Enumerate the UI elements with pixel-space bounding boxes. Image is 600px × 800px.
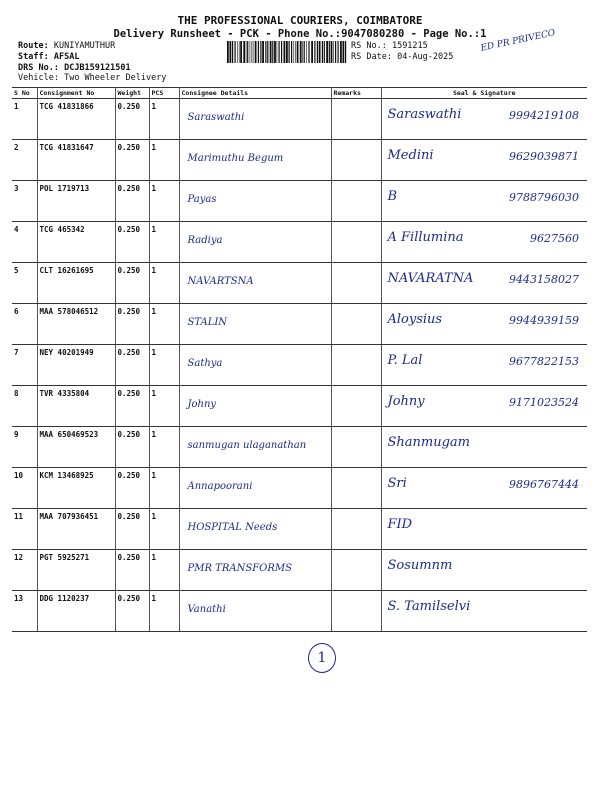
phone-handwriting: 9443158027 — [509, 273, 579, 286]
barcode-bar — [291, 41, 292, 63]
rs-no-value: 1591215 — [391, 41, 428, 51]
row-consignee — [179, 509, 331, 550]
row-seal — [381, 509, 587, 550]
row-remarks — [331, 263, 381, 304]
table-header-row — [12, 88, 587, 99]
barcode-bar — [335, 41, 336, 63]
row-consignee — [179, 99, 331, 140]
barcode-bar — [235, 41, 236, 63]
row-sno: 10 — [12, 468, 37, 509]
barcode-bar — [295, 41, 296, 63]
table-row — [12, 468, 587, 509]
consignee-handwriting: Radiya — [187, 235, 223, 246]
consignee-handwriting: Marimuthu Begum — [187, 153, 284, 164]
barcode-bar — [324, 41, 325, 63]
staff-label: Staff: — [18, 52, 49, 62]
signature-handwriting: A Fillumina — [387, 230, 464, 245]
barcode-bar — [230, 41, 232, 63]
row-weight: 0.250 — [115, 509, 149, 550]
phone-handwriting: 9171023524 — [509, 396, 579, 409]
consignee-handwriting: STALIN — [187, 317, 228, 328]
row-consignment: MAA 578046512 — [37, 304, 115, 345]
row-consignment: POL 1719713 — [37, 181, 115, 222]
row-remarks — [331, 427, 381, 468]
company-title: THE PROFESSIONAL COURIERS, COIMBATORE — [177, 14, 423, 27]
signature-handwriting: Medini — [387, 148, 434, 163]
staff-value: AFSAL — [53, 52, 80, 62]
barcode-bar — [294, 41, 295, 63]
table-row — [12, 591, 587, 632]
barcode-bar — [311, 41, 313, 63]
row-seal — [381, 140, 587, 181]
signature-handwriting: P. Lal — [387, 353, 423, 368]
barcode-bar — [255, 41, 257, 63]
barcode-bar — [232, 41, 233, 63]
signature-handwriting: FID — [387, 517, 413, 532]
barcode-bar — [289, 41, 290, 63]
phone-handwriting: 9677822153 — [509, 355, 579, 368]
row-weight: 0.250 — [115, 468, 149, 509]
col-seal: Seal & Signature — [381, 88, 587, 99]
barcode-bar — [270, 41, 272, 63]
barcode-bar — [265, 41, 266, 63]
row-consignee — [179, 550, 331, 591]
rs-date-label: RS Date: — [351, 52, 392, 62]
row-sno: 3 — [12, 181, 37, 222]
row-consignment: DDG 1120237 — [37, 591, 115, 632]
barcode-bar — [304, 41, 305, 63]
barcode-bar — [274, 41, 276, 63]
barcode-bar — [333, 41, 334, 63]
consignee-handwriting: sanmugan ulaganathan — [187, 440, 307, 451]
row-consignment: MAA 650469523 — [37, 427, 115, 468]
row-sno: 6 — [12, 304, 37, 345]
barcode-bar — [322, 41, 323, 63]
staff-line — [18, 52, 79, 62]
row-remarks — [331, 509, 381, 550]
row-seal — [381, 181, 587, 222]
row-consignee — [179, 468, 331, 509]
row-remarks — [331, 222, 381, 263]
consignee-handwriting: NAVARTSNA — [187, 276, 254, 287]
row-remarks — [331, 345, 381, 386]
signature-handwriting: S. Tamilselvi — [387, 599, 471, 614]
col-sno: S No — [12, 88, 37, 99]
barcode-bar — [279, 41, 280, 63]
signature-handwriting: Aloysius — [387, 312, 443, 327]
col-consignee: Consignee Details — [179, 88, 331, 99]
vehicle-label: Vehicle: — [18, 73, 59, 83]
row-weight: 0.250 — [115, 140, 149, 181]
row-sno: 8 — [12, 386, 37, 427]
barcode-bar — [338, 41, 339, 63]
row-consignment: CLT 16261695 — [37, 263, 115, 304]
row-sno: 4 — [12, 222, 37, 263]
phone-handwriting: 9944939159 — [509, 314, 579, 327]
table-row — [12, 550, 587, 591]
route-label: Route: — [18, 41, 49, 51]
table-row — [12, 99, 587, 140]
row-consignment: MAA 707936451 — [37, 509, 115, 550]
rs-no-label: RS No.: — [351, 41, 387, 51]
row-consignment: TCG 41831866 — [37, 99, 115, 140]
barcode-bar — [281, 41, 282, 63]
row-pcs: 1 — [149, 386, 179, 427]
row-consignment: KCM 13468925 — [37, 468, 115, 509]
barcode-bar — [314, 41, 315, 63]
row-pcs: 1 — [149, 550, 179, 591]
row-consignee — [179, 222, 331, 263]
row-pcs: 1 — [149, 427, 179, 468]
row-weight: 0.250 — [115, 222, 149, 263]
barcode-bar — [277, 41, 278, 63]
page-number-mark: 1 — [308, 643, 336, 673]
row-sno: 5 — [12, 263, 37, 304]
table-row — [12, 181, 587, 222]
row-consignment: TCG 41831647 — [37, 140, 115, 181]
row-sno: 11 — [12, 509, 37, 550]
signature-handwriting: NAVARATNA — [387, 271, 474, 286]
drs-label: DRS No.: — [18, 63, 59, 73]
barcode-bar — [317, 41, 318, 63]
table-row — [12, 427, 587, 468]
consignee-handwriting: Payas — [187, 194, 217, 205]
row-seal — [381, 386, 587, 427]
row-pcs: 1 — [149, 345, 179, 386]
consignee-handwriting: Johny — [187, 399, 217, 410]
row-consignment: TVR 4335804 — [37, 386, 115, 427]
barcode-bar — [286, 41, 288, 63]
barcode-bar — [329, 41, 330, 63]
barcode-bar — [267, 41, 268, 63]
row-consignee — [179, 263, 331, 304]
barcode-bar — [227, 41, 229, 63]
barcode-bar — [343, 41, 345, 63]
barcode-bar — [240, 41, 242, 63]
row-weight: 0.250 — [115, 591, 149, 632]
drs-line — [18, 63, 131, 73]
signature-handwriting: Sosumnm — [387, 558, 453, 573]
route-line — [18, 41, 115, 51]
row-weight: 0.250 — [115, 99, 149, 140]
signature-handwriting: Saraswathi — [387, 107, 462, 122]
col-remarks: Remarks — [331, 88, 381, 99]
barcode-bar — [284, 41, 286, 63]
row-pcs: 1 — [149, 591, 179, 632]
row-seal — [381, 304, 587, 345]
barcode-bar — [253, 41, 254, 63]
signature-handwriting: Shanmugam — [387, 435, 471, 450]
row-seal — [381, 591, 587, 632]
barcode — [227, 41, 347, 63]
barcode-bar — [272, 41, 273, 63]
row-pcs: 1 — [149, 181, 179, 222]
row-consignment: PGT 5925271 — [37, 550, 115, 591]
row-pcs: 1 — [149, 304, 179, 345]
col-weight: Weight — [115, 88, 149, 99]
barcode-bar — [302, 41, 303, 63]
barcode-bar — [239, 41, 240, 63]
barcode-bar — [300, 41, 302, 63]
col-pcs: PCS — [149, 88, 179, 99]
consignee-handwriting: Annapoorani — [187, 481, 253, 492]
runsheet-table — [12, 87, 587, 632]
barcode-bar — [308, 41, 309, 63]
table-row — [12, 222, 587, 263]
rs-date-value: 04-Aug-2025 — [397, 52, 454, 62]
row-consignee — [179, 427, 331, 468]
runsheet-subtitle: Delivery Runsheet - PCK - Phone No.:9047080280 - Page No.:1 — [113, 28, 487, 40]
signature-handwriting: B — [387, 189, 398, 204]
col-consignment: Consignment No — [37, 88, 115, 99]
barcode-bar — [246, 41, 247, 63]
row-remarks — [331, 550, 381, 591]
signature-handwriting: Sri — [387, 476, 407, 491]
row-weight: 0.250 — [115, 304, 149, 345]
row-weight: 0.250 — [115, 550, 149, 591]
row-sno: 9 — [12, 427, 37, 468]
drs-value: DCJB159121501 — [64, 63, 131, 73]
barcode-bar — [260, 41, 261, 63]
vehicle-line — [18, 73, 166, 83]
row-pcs: 1 — [149, 263, 179, 304]
row-seal — [381, 468, 587, 509]
table-row — [12, 386, 587, 427]
row-weight: 0.250 — [115, 427, 149, 468]
barcode-bar — [319, 41, 321, 63]
phone-handwriting: 9994219108 — [509, 109, 579, 122]
barcode-bar — [326, 41, 328, 63]
row-pcs: 1 — [149, 222, 179, 263]
row-remarks — [331, 304, 381, 345]
row-consignment: TCG 465342 — [37, 222, 115, 263]
barcode-bar — [237, 41, 238, 63]
consignee-handwriting: Sathya — [187, 358, 223, 369]
row-weight: 0.250 — [115, 263, 149, 304]
row-weight: 0.250 — [115, 386, 149, 427]
barcode-bar — [243, 41, 245, 63]
consignee-handwriting: Vanathi — [187, 604, 226, 615]
row-remarks — [331, 140, 381, 181]
consignee-handwriting: Saraswathi — [187, 112, 245, 123]
table-row — [12, 304, 587, 345]
table-row — [12, 263, 587, 304]
row-sno: 12 — [12, 550, 37, 591]
phone-handwriting: 9627560 — [530, 232, 579, 245]
row-remarks — [331, 99, 381, 140]
barcode-bar — [262, 41, 264, 63]
row-pcs: 1 — [149, 140, 179, 181]
barcode-bar — [247, 41, 248, 63]
row-remarks — [331, 181, 381, 222]
barcode-bar — [309, 41, 310, 63]
route-value: KUNIYAMUTHUR — [53, 41, 116, 51]
consignee-handwriting: HOSPITAL Needs — [187, 522, 278, 533]
barcode-bar — [252, 41, 253, 63]
row-consignee — [179, 181, 331, 222]
row-sno: 7 — [12, 345, 37, 386]
row-seal — [381, 550, 587, 591]
table-row — [12, 140, 587, 181]
row-pcs: 1 — [149, 99, 179, 140]
row-sno: 2 — [12, 140, 37, 181]
row-seal — [381, 345, 587, 386]
barcode-bar — [297, 41, 299, 63]
row-consignment: NEY 40201949 — [37, 345, 115, 386]
row-seal — [381, 427, 587, 468]
phone-handwriting: 9896767444 — [509, 478, 579, 491]
rs-date-line — [351, 52, 453, 62]
table-row — [12, 509, 587, 550]
row-remarks — [331, 386, 381, 427]
vehicle-value: Two Wheeler Delivery — [64, 73, 167, 83]
barcode-bar — [340, 41, 342, 63]
row-pcs: 1 — [149, 468, 179, 509]
barcode-bar — [258, 41, 259, 63]
row-consignee — [179, 140, 331, 181]
row-consignee — [179, 591, 331, 632]
row-consignee — [179, 345, 331, 386]
barcode-bar — [345, 41, 346, 63]
row-sno: 13 — [12, 591, 37, 632]
row-weight: 0.250 — [115, 181, 149, 222]
table-row — [12, 345, 587, 386]
row-consignee — [179, 304, 331, 345]
row-remarks — [331, 468, 381, 509]
barcode-bar — [331, 41, 333, 63]
row-pcs: 1 — [149, 509, 179, 550]
row-remarks — [331, 591, 381, 632]
row-seal — [381, 263, 587, 304]
phone-handwriting: 9629039871 — [509, 150, 579, 163]
row-sno: 1 — [12, 99, 37, 140]
row-seal — [381, 222, 587, 263]
phone-handwriting: 9788796030 — [509, 191, 579, 204]
handwritten-note: ED PR PRIVECO — [479, 28, 557, 54]
row-consignee — [179, 386, 331, 427]
barcode-bar — [250, 41, 251, 63]
row-seal — [381, 99, 587, 140]
barcode-bar — [306, 41, 307, 63]
row-weight: 0.250 — [115, 345, 149, 386]
consignee-handwriting: PMR TRANSFORMS — [187, 563, 292, 574]
signature-handwriting: Johny — [387, 394, 425, 409]
rs-no-line — [351, 41, 428, 51]
